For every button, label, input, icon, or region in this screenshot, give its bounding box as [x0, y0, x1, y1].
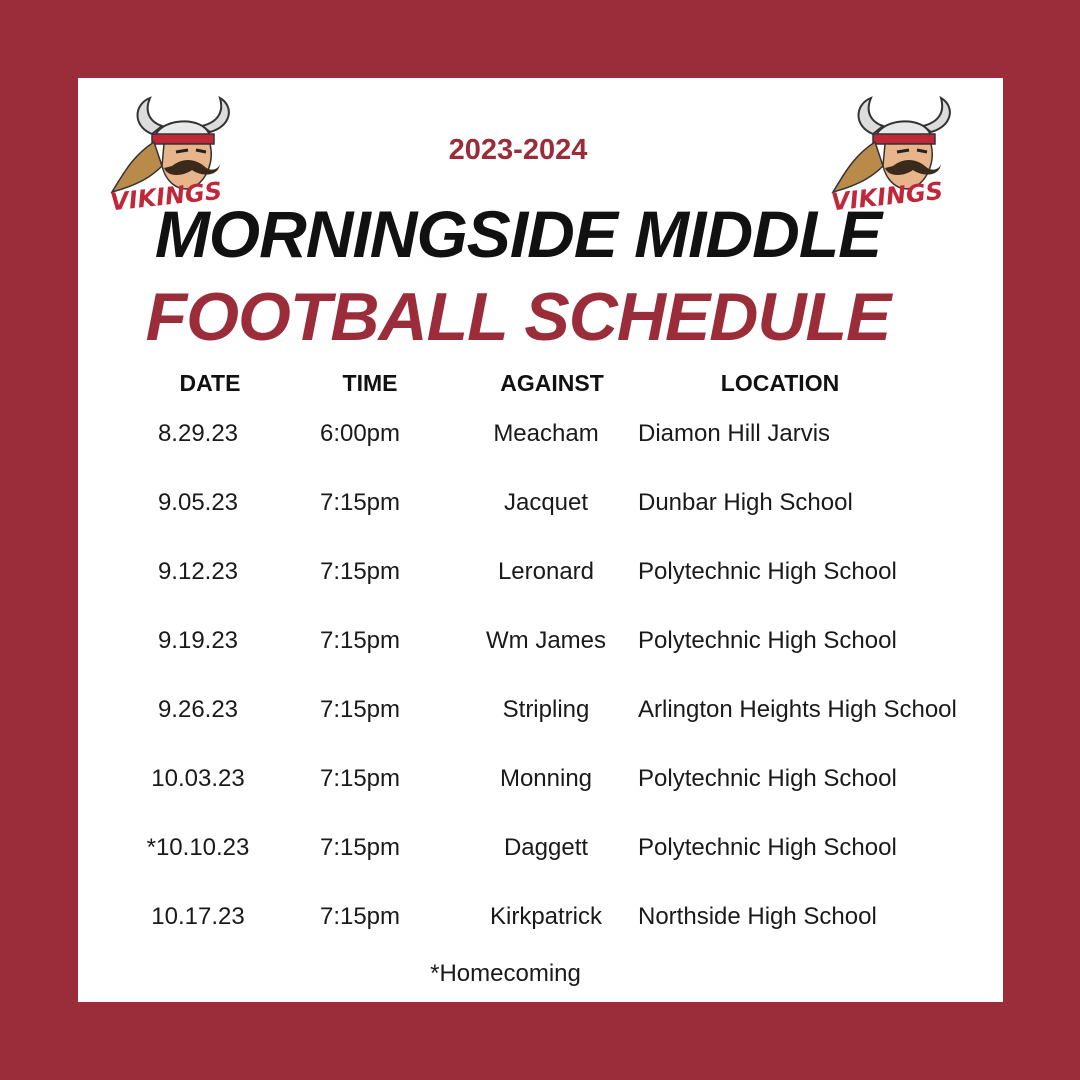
column-header-date: DATE [179, 370, 241, 396]
cell-location: Diamon Hill Jarvis [638, 420, 831, 447]
cell-time: 7:15pm [319, 696, 401, 723]
cell-location: Dunbar High School [638, 489, 853, 516]
page-title-line2: FOOTBALL SCHEDULE [145, 279, 891, 355]
table-row [78, 627, 1003, 667]
cell-time: 7:15pm [319, 834, 401, 861]
cell-date: 9.26.23 [157, 696, 239, 723]
cell-against: Leronard [497, 558, 595, 585]
table-row [78, 420, 1003, 460]
cell-location: Polytechnic High School [638, 627, 897, 654]
cell-against: Kirkpatrick [489, 903, 603, 930]
cell-against: Jacquet [503, 489, 589, 516]
cell-date: 9.05.23 [157, 489, 239, 516]
cell-location: Polytechnic High School [638, 834, 897, 861]
cell-location: Northside High School [638, 903, 877, 930]
cell-time: 7:15pm [319, 558, 401, 585]
cell-date: *10.10.23 [146, 834, 250, 861]
cell-against: Wm James [486, 627, 606, 654]
table-row [78, 765, 1003, 805]
cell-time: 7:15pm [319, 627, 401, 654]
table-row [78, 489, 1003, 529]
column-header-location: LOCATION [720, 370, 840, 396]
column-header-time: TIME [342, 370, 398, 396]
cell-against: Meacham [493, 420, 599, 447]
table-row [78, 903, 1003, 943]
table-row [78, 558, 1003, 598]
table-row [78, 834, 1003, 874]
column-header-against: AGAINST [500, 370, 604, 396]
cell-date: 8.29.23 [157, 420, 239, 447]
cell-location: Polytechnic High School [638, 558, 897, 585]
svg-text:VIKINGS: VIKINGS [108, 176, 224, 216]
cell-date: 10.17.23 [151, 903, 245, 930]
cell-date: 9.12.23 [157, 558, 239, 585]
cell-time: 7:15pm [319, 903, 401, 930]
cell-against: Monning [499, 765, 593, 792]
cell-date: 10.03.23 [151, 765, 245, 792]
cell-time: 7:15pm [319, 489, 401, 516]
schedule-card [78, 78, 1003, 1002]
table-row [78, 696, 1003, 736]
footnote: *Homecoming [430, 960, 581, 987]
cell-against: Daggett [503, 834, 589, 861]
cell-location: Arlington Heights High School [638, 696, 957, 723]
cell-date: 9.19.23 [157, 627, 239, 654]
cell-time: 6:00pm [319, 420, 401, 447]
page-title-line1: MORNINGSIDE MIDDLE [154, 197, 882, 271]
svg-text:VIKINGS: VIKINGS [829, 176, 945, 216]
season-label: 2023-2024 [448, 134, 588, 166]
cell-location: Polytechnic High School [638, 765, 897, 792]
cell-against: Stripling [502, 696, 590, 723]
cell-time: 7:15pm [319, 765, 401, 792]
